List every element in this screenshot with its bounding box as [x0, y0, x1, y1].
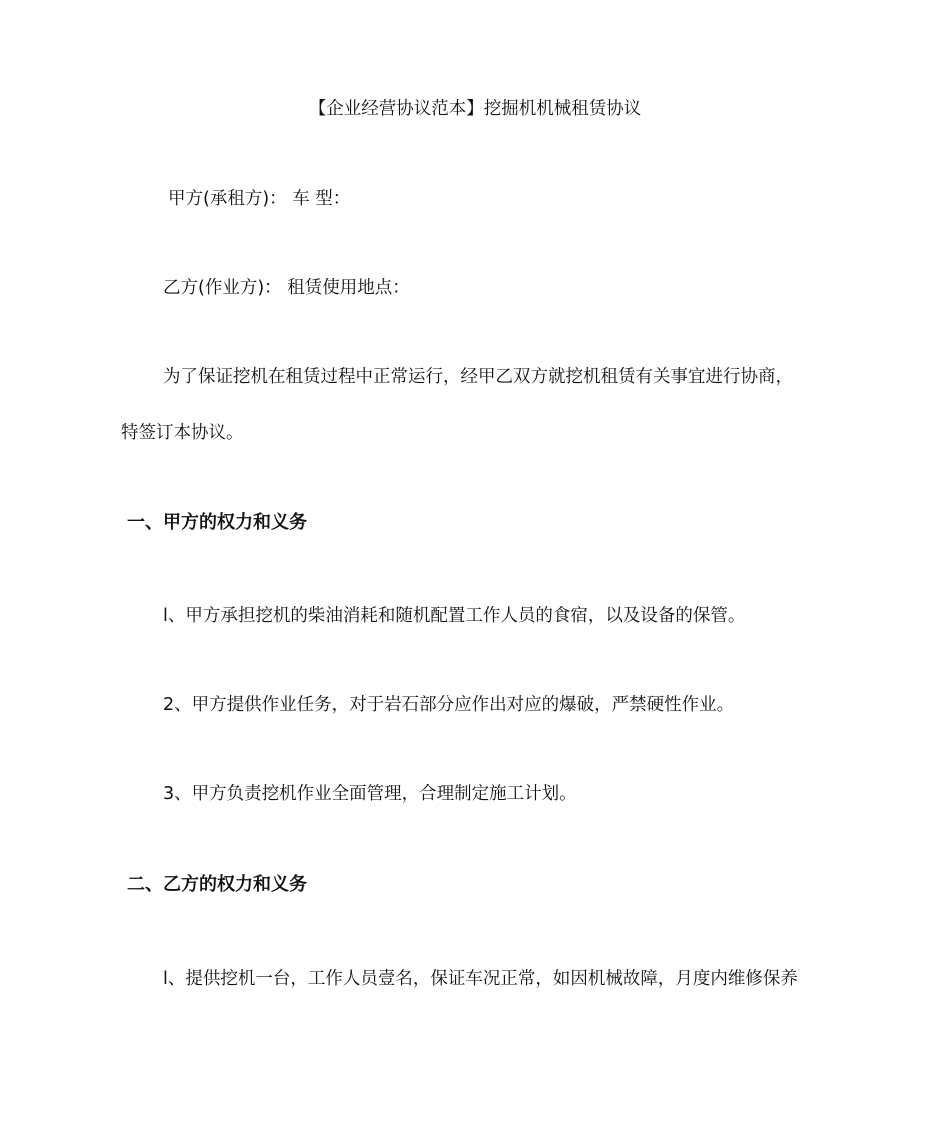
section-1-item-3: 3、甲方负责挖机作业全面管理，合理制定施工计划。	[163, 784, 577, 804]
section-2-item-1: l、提供挖机一台，工作人员壹名，保证车况正常，如因机械故障，月度内维修保养	[163, 969, 798, 989]
intro-paragraph-line-1: 为了保证挖机在租赁过程中正常运行，经甲乙双方就挖机租赁有关事宜进行协商，	[163, 367, 793, 387]
section-2-heading: 二、乙方的权力和义务	[127, 874, 307, 895]
intro-paragraph-line-2: 特签订本协议。	[121, 423, 244, 443]
section-1-item-2: 2、甲方提供作业任务，对于岩石部分应作出对应的爆破，严禁硬性作业。	[163, 695, 735, 715]
document-title: 【企业经营协议范本】挖掘机机械租赁协议	[308, 99, 642, 119]
party-b-line: 乙方(作业方)： 租赁使用地点：	[163, 278, 410, 298]
section-1-item-1: l、甲方承担挖机的柴油消耗和随机配置工作人员的食宿，以及设备的保管。	[163, 606, 746, 626]
section-1-heading: 一、甲方的权力和义务	[127, 512, 307, 533]
party-a-line: 甲方(承租方)： 车 型：	[168, 189, 351, 209]
